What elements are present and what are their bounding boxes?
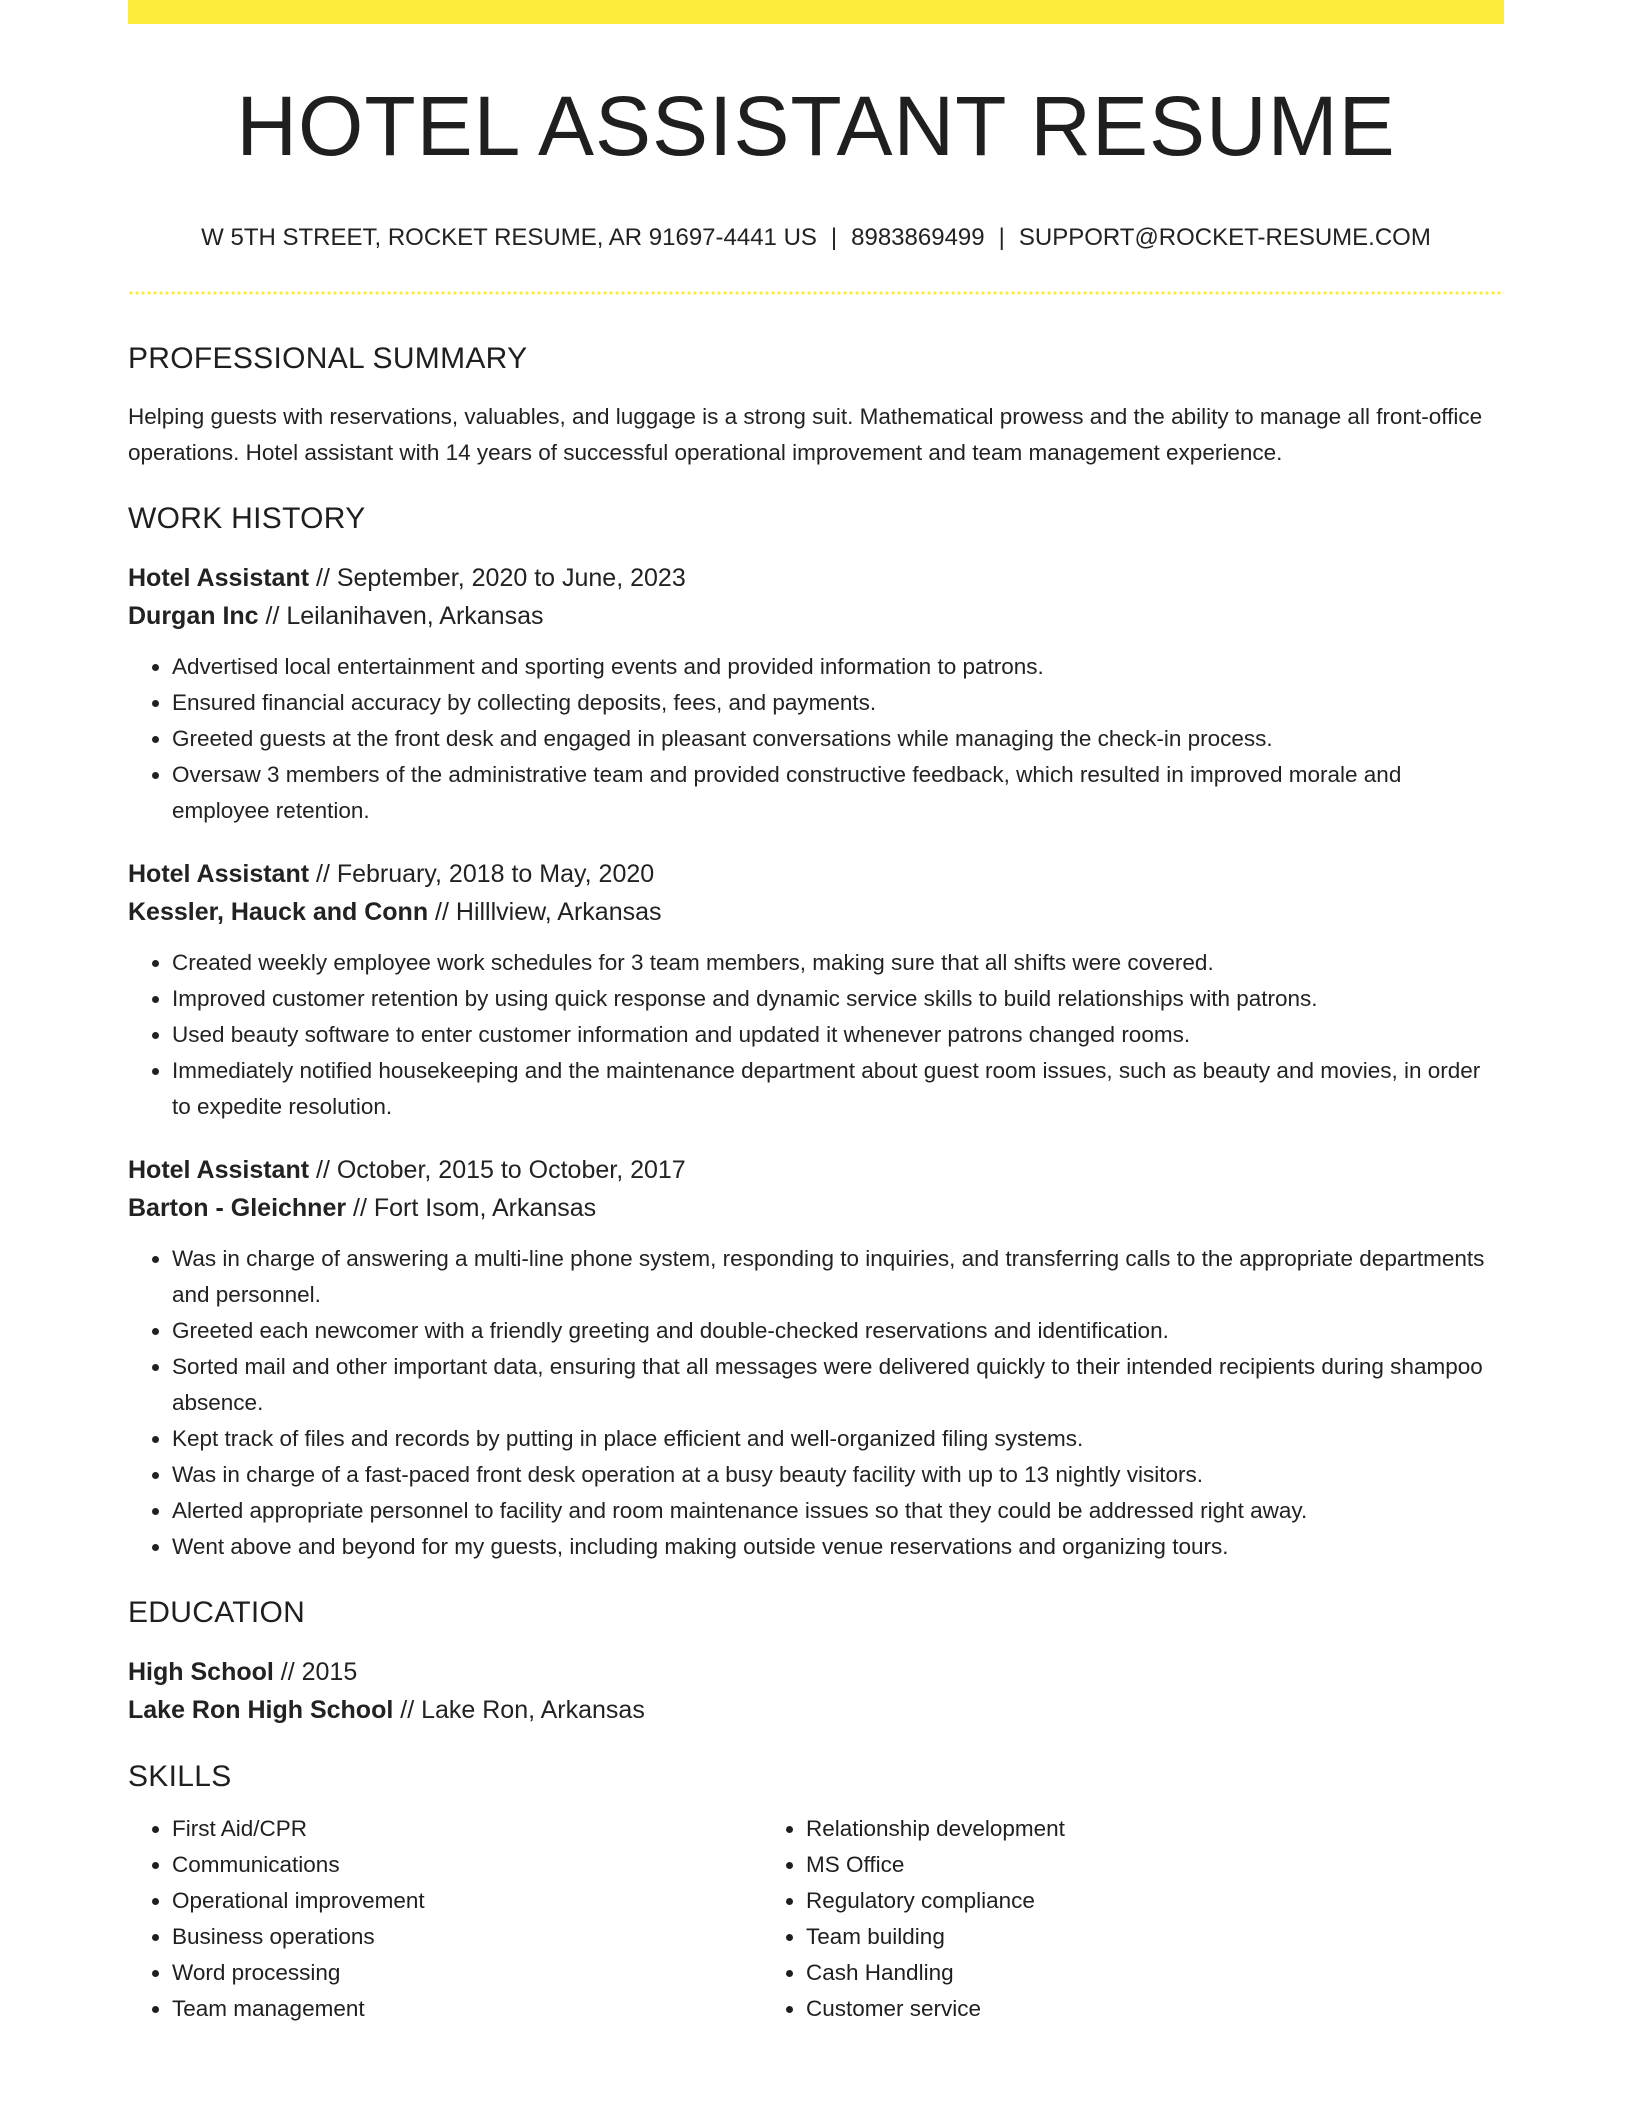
job-title: Hotel Assistant <box>128 859 310 888</box>
work-history-list <box>128 559 1504 1565</box>
job-bullet: • Alerted appropriate personnel to facility and room maintenance issues so that they could be addressed right away. <box>172 1493 1504 1529</box>
resume-title: HOTEL ASSISTANT RESUME <box>236 79 1396 173</box>
job-title: Hotel Assistant <box>128 563 310 592</box>
skills-right-column <box>762 1811 1396 2027</box>
job-dates: // October, 2015 to October, 2017 <box>309 1155 686 1184</box>
job-bullet: • Ensured financial accuracy by collecting deposits, fees, and payments. <box>172 685 1504 721</box>
job-bullets <box>128 1241 1504 1565</box>
dotted-divider <box>128 291 1504 295</box>
education-degree: High School <box>128 1657 274 1686</box>
job-bullet: • Was in charge of answering a multi-line phone system, responding to inquiries, and transferring calls to the appropriate departments and personnel. <box>172 1241 1504 1313</box>
contact-separator: | <box>998 224 1005 251</box>
skill-item: • Business operations <box>172 1919 762 1955</box>
job-bullet: • Went above and beyond for my guests, including making outside venue reservations and organizing tours. <box>172 1529 1504 1565</box>
job-dates: // September, 2020 to June, 2023 <box>309 563 686 592</box>
job-title: Hotel Assistant <box>128 1155 310 1184</box>
contact-email: SUPPORT@ROCKET-RESUME.COM <box>1018 224 1431 251</box>
skill-item: • MS Office <box>806 1847 1396 1883</box>
summary-text: Helping guests with reservations, valuables, and luggage is a strong suit. Mathematical prowess and the ability to manage all front-office operations. Hotel assistant with 14 years of successful operational improvement and team management experience. <box>128 403 1483 465</box>
job-bullet: • Kept track of files and records by putting in place efficient and well-organized filing systems. <box>172 1421 1504 1457</box>
education-year: // 2015 <box>273 1657 358 1686</box>
job-bullets <box>128 649 1504 829</box>
job-bullet: • Greeted each newcomer with a friendly greeting and double-checked reservations and identification. <box>172 1313 1504 1349</box>
education-heading: EDUCATION <box>128 1595 306 1629</box>
job-bullet: • Advertised local entertainment and sporting events and provided information to patrons. <box>172 649 1504 685</box>
skill-item: • Team management <box>172 1991 762 2027</box>
education-degree-line <box>128 1653 1504 1691</box>
skill-item: • Operational improvement <box>172 1883 762 1919</box>
job-bullet: • Greeted guests at the front desk and engaged in pleasant conversations while managing the check-in process. <box>172 721 1504 757</box>
skill-item: • Team building <box>806 1919 1396 1955</box>
job-company-line <box>128 1189 1504 1227</box>
job-location: // Leilanihaven, Arkansas <box>258 601 544 630</box>
education-entry <box>128 1653 1504 1729</box>
job-entry <box>128 1151 1504 1565</box>
job-company: Barton - Gleichner <box>128 1193 347 1222</box>
job-company-line <box>128 597 1504 635</box>
skill-item: • Cash Handling <box>806 1955 1396 1991</box>
job-bullet: • Improved customer retention by using quick response and dynamic service skills to build relationships with patrons. <box>172 981 1504 1017</box>
job-company-line <box>128 893 1504 931</box>
skill-item: • Communications <box>172 1847 762 1883</box>
skill-item: • Relationship development <box>806 1811 1396 1847</box>
job-title-line <box>128 855 1504 893</box>
contact-separator: | <box>830 224 838 251</box>
skills-heading: SKILLS <box>128 1759 232 1793</box>
summary-heading: PROFESSIONAL SUMMARY <box>128 341 528 375</box>
job-dates: // February, 2018 to May, 2020 <box>309 859 655 888</box>
job-bullet: • Created weekly employee work schedules for 3 team members, making sure that all shifts were covered. <box>172 945 1504 981</box>
job-company: Durgan Inc <box>128 601 259 630</box>
skill-item: • First Aid/CPR <box>172 1811 762 1847</box>
job-entry <box>128 855 1504 1125</box>
education-location: // Lake Ron, Arkansas <box>393 1695 645 1724</box>
job-bullet: • Was in charge of a fast-paced front desk operation at a busy beauty facility with up to 13 nightly visitors. <box>172 1457 1504 1493</box>
resume-page <box>128 0 1504 2027</box>
job-bullet: • Immediately notified housekeeping and the maintenance department about guest room issues, such as beauty and movies, in order to expedite resolution. <box>172 1053 1504 1125</box>
skill-item: • Customer service <box>806 1991 1396 2027</box>
job-company: Kessler, Hauck and Conn <box>128 897 429 926</box>
job-bullets <box>128 945 1504 1125</box>
contact-line <box>128 224 1504 253</box>
skill-item: • Regulatory compliance <box>806 1883 1396 1919</box>
skill-item: • Word processing <box>172 1955 762 1991</box>
job-bullet: • Oversaw 3 members of the administrative team and provided constructive feedback, which resulted in improved morale and employee retention. <box>172 757 1504 829</box>
job-location: // Fort Isom, Arkansas <box>346 1193 597 1222</box>
job-entry <box>128 559 1504 829</box>
education-school: Lake Ron High School <box>128 1695 394 1724</box>
skills-columns <box>128 1811 1504 2027</box>
contact-address: W 5TH STREET, ROCKET RESUME, AR 91697-4441 US <box>201 224 817 251</box>
accent-top-bar <box>128 0 1504 24</box>
job-bullet: • Sorted mail and other important data, ensuring that all messages were delivered quickly to their intended recipients during shampoo absence. <box>172 1349 1504 1421</box>
education-school-line <box>128 1691 1504 1729</box>
job-title-line <box>128 1151 1504 1189</box>
job-location: // Hilllview, Arkansas <box>428 897 662 926</box>
contact-phone: 8983869499 <box>851 224 985 251</box>
job-title-line <box>128 559 1504 597</box>
work-history-heading: WORK HISTORY <box>128 501 366 535</box>
job-bullet: • Used beauty software to enter customer information and updated it whenever patrons changed rooms. <box>172 1017 1504 1053</box>
skills-left-column <box>128 1811 762 2027</box>
